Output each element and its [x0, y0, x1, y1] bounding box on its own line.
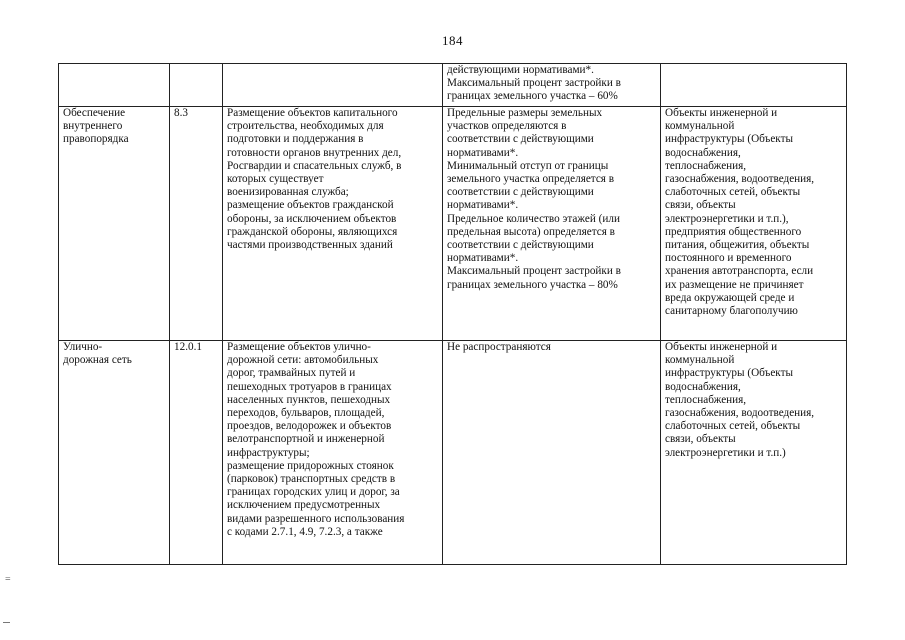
text-line: газоснабжения, водоотведения, [665, 407, 815, 420]
text-line: Росгвардии и спасательных служб, в [227, 159, 402, 172]
margin-dash [3, 622, 10, 623]
text-line: газоснабжения, водоотведения, [665, 173, 815, 186]
text-line: связи, объекты [665, 433, 736, 446]
text-line: населенных пунктов, пешеходных [227, 393, 391, 406]
text-line: Предельное количество этажей (или [447, 212, 620, 225]
text-line: дорожной сети: автомобильных [227, 354, 379, 367]
text-line: земельного участка определяется в [447, 173, 615, 186]
auxiliary-uses-cell [661, 64, 847, 107]
table-row [59, 341, 847, 565]
text-line: Улично- [63, 341, 103, 353]
text-line: (парковок) транспортных средств в [227, 473, 396, 486]
parameters-text [447, 64, 657, 104]
text-line: вреда окружающей среде и [665, 291, 795, 304]
text-line: границах земельного участка – 80% [447, 278, 618, 291]
parameters-cell [443, 64, 661, 107]
text-line: водоснабжения, [665, 146, 741, 159]
text-line: постоянного и временного [665, 252, 792, 265]
text-line: электроэнергетики и т.п.), [665, 212, 789, 225]
text-line: Размещение объектов улично- [227, 341, 371, 353]
use-description-cell [223, 341, 443, 565]
table-row [59, 107, 847, 341]
use-code-text: 8.3 [174, 107, 188, 119]
auxiliary-uses-cell [661, 107, 847, 341]
use-name-cell [59, 341, 170, 565]
text-line: теплоснабжения, [665, 159, 747, 172]
text-line: электроэнергетики и т.п.) [665, 446, 786, 459]
text-line: предельная высота) определяется в [447, 225, 615, 238]
margin-mark: = [5, 574, 11, 585]
text-line: Максимальный процент застройки в [447, 265, 621, 278]
text-line: Предельные размеры земельных [447, 107, 603, 119]
text-line: пешеходных тротуаров в границах [227, 380, 392, 393]
use-description-cell [223, 64, 443, 107]
text-line: исключением предусмотренных [227, 499, 381, 512]
use-name-cell [59, 107, 170, 341]
text-line: границах городских улиц и дорог, за [227, 486, 400, 499]
text-line: инфраструктуры (Объекты [665, 133, 794, 146]
text-line: готовности органов внутренних дел, [227, 146, 402, 159]
text-line: которых существует [227, 173, 324, 186]
text-line: санитарному благополучию [665, 305, 798, 318]
text-line: видами разрешенного использования [227, 512, 405, 525]
text-line: нормативами*. [447, 146, 519, 159]
text-line: размещение придорожных стоянок [227, 459, 394, 472]
use-name-text [63, 341, 166, 367]
text-line: водоснабжения, [665, 380, 741, 393]
text-line: Минимальный отступ от границы [447, 159, 609, 172]
text-line: нормативами*. [447, 252, 519, 265]
use-code-text: 12.0.1 [174, 341, 202, 353]
text-line: хранения автотранспорта, если [665, 265, 814, 278]
text-line: коммунальной [665, 120, 735, 133]
text-line: границах земельного участка – 60% [447, 90, 618, 103]
text-line: предприятия общественного [665, 225, 802, 238]
text-line: Не распространяются [447, 341, 551, 353]
text-line: внутреннего [63, 120, 123, 133]
text-line: слаботочных сетей, объекты [665, 420, 801, 433]
use-name-cell [59, 64, 170, 107]
text-line: дорожная сеть [63, 354, 132, 367]
text-line: проездов, велодорожек и объектов [227, 420, 392, 433]
text-line: велотранспортной и инженерной [227, 433, 385, 446]
text-line: частями производственных зданий [227, 239, 393, 252]
text-line: обороны, за исключением объектов [227, 212, 397, 225]
text-line: соответствии с действующими [447, 133, 594, 146]
table-row [59, 64, 847, 107]
zoning-table [58, 63, 847, 565]
auxiliary-uses-cell [661, 341, 847, 565]
text-line: Обеспечение [63, 107, 126, 119]
use-code-cell [170, 341, 223, 565]
parameters-text [447, 107, 657, 292]
text-line: Размещение объектов капитального [227, 107, 398, 119]
parameters-cell [443, 341, 661, 565]
parameters-text [447, 341, 657, 354]
use-code-cell [170, 107, 223, 341]
text-line: питания, общежития, объекты [665, 239, 810, 252]
auxiliary-uses-text [665, 341, 843, 460]
text-line: нормативами*. [447, 199, 519, 212]
auxiliary-uses-text [665, 107, 843, 318]
text-line: гражданской обороны, являющихся [227, 225, 398, 238]
use-name-text [63, 107, 166, 147]
page-number: 184 [442, 33, 463, 48]
text-line: подготовки и поддержания в [227, 133, 364, 146]
use-description-text [227, 341, 439, 539]
text-line: правопорядка [63, 133, 129, 146]
text-line: строительства, необходимых для [227, 120, 384, 133]
text-line: размещение объектов гражданской [227, 199, 394, 212]
text-line: слаботочных сетей, объекты [665, 186, 801, 199]
text-line: их размещение не причиняет [665, 278, 804, 291]
text-line: военизированная служба; [227, 186, 349, 199]
text-line: действующими нормативами*. [447, 64, 594, 76]
text-line: соответствии с действующими [447, 239, 594, 252]
text-line: Объекты инженерной и [665, 341, 778, 353]
text-line: инфраструктуры (Объекты [665, 367, 794, 380]
text-line: Максимальный процент застройки в [447, 77, 621, 90]
text-line: теплоснабжения, [665, 393, 747, 406]
use-description-cell [223, 107, 443, 341]
use-description-text [227, 107, 439, 252]
text-line: соответствии с действующими [447, 186, 594, 199]
text-line: участков определяются в [447, 120, 567, 133]
text-line: инфраструктуры; [227, 446, 310, 459]
parameters-cell [443, 107, 661, 341]
text-line: с кодами 2.7.1, 4.9, 7.2.3, а также [227, 525, 383, 538]
text-line: коммунальной [665, 354, 735, 367]
text-line: дорог, трамвайных путей и [227, 367, 356, 380]
text-line: переходов, бульваров, площадей, [227, 407, 385, 420]
text-line: связи, объекты [665, 199, 736, 212]
text-line: Объекты инженерной и [665, 107, 778, 119]
use-code-cell [170, 64, 223, 107]
